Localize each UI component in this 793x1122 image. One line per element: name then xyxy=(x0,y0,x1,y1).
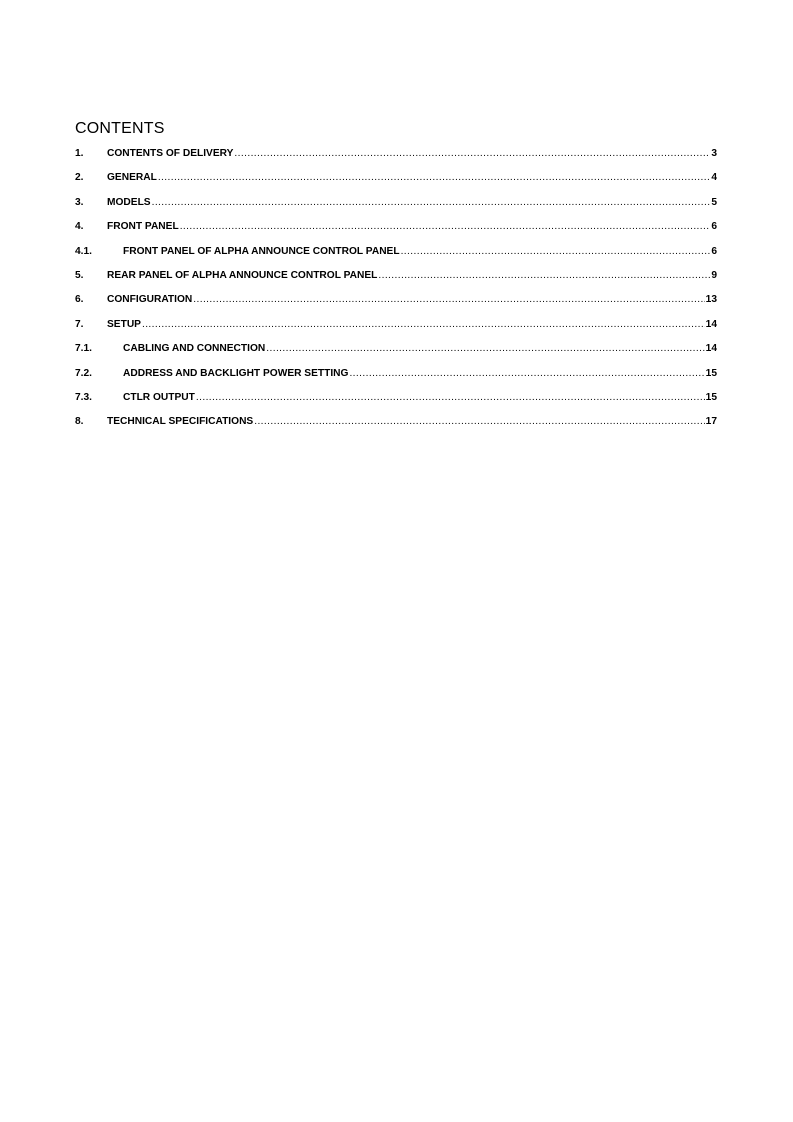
toc-number: 2. xyxy=(75,172,84,184)
toc-number: 7.1. xyxy=(75,343,92,355)
toc-dot-leader xyxy=(142,319,705,330)
toc-number: 4. xyxy=(75,221,84,233)
toc-label: CTLR OUTPUT xyxy=(123,391,195,403)
toc-page-number: 9 xyxy=(711,269,717,281)
toc-entry-front-panel[interactable] xyxy=(75,221,717,245)
toc-number: 7.2. xyxy=(75,367,92,379)
toc-number: 5. xyxy=(75,269,84,281)
toc-entry-setup[interactable] xyxy=(75,319,717,343)
toc-label: MODELS xyxy=(107,196,151,208)
toc-page-number: 6 xyxy=(711,221,717,233)
toc-dot-leader xyxy=(401,246,711,257)
toc-page-number: 15 xyxy=(705,367,717,379)
toc-dot-leader xyxy=(180,221,711,232)
toc-entry-cabling-and-connection[interactable] xyxy=(75,343,717,367)
toc-number: 4.1. xyxy=(75,245,92,257)
toc-label: ADDRESS AND BACKLIGHT POWER SETTING xyxy=(123,367,349,379)
toc-entry-technical-specifications[interactable] xyxy=(75,416,717,440)
toc-label: FRONT PANEL xyxy=(107,221,179,233)
toc-label: CABLING AND CONNECTION xyxy=(123,343,266,355)
toc-entry-ctlr-output[interactable] xyxy=(75,392,717,416)
toc-number: 7.3. xyxy=(75,391,92,403)
toc-dot-leader xyxy=(234,148,710,159)
toc-dot-leader xyxy=(152,197,711,208)
toc-page-number: 5 xyxy=(711,196,717,208)
toc-number: 3. xyxy=(75,196,84,208)
toc-label: CONFIGURATION xyxy=(107,294,193,306)
toc-dot-leader xyxy=(254,416,704,427)
table-of-contents xyxy=(75,148,717,441)
toc-entry-models[interactable] xyxy=(75,197,717,221)
toc-number: 7. xyxy=(75,318,84,330)
toc-dot-leader xyxy=(349,368,704,379)
toc-entry-rear-panel[interactable] xyxy=(75,270,717,294)
toc-page-number: 3 xyxy=(711,148,717,159)
toc-dot-leader xyxy=(378,270,710,281)
page-title: CONTENTS xyxy=(75,120,165,137)
toc-page-number: 6 xyxy=(711,245,717,257)
toc-page-number: 17 xyxy=(705,416,717,428)
toc-dot-leader xyxy=(266,343,704,354)
toc-dot-leader xyxy=(158,172,711,183)
toc-dot-leader xyxy=(196,392,705,403)
toc-entry-front-panel-of-alpha-announce[interactable] xyxy=(75,246,717,270)
toc-page-number: 14 xyxy=(705,343,717,355)
toc-number: 8. xyxy=(75,416,84,428)
toc-page-number: 15 xyxy=(705,391,717,403)
toc-number: 6. xyxy=(75,294,84,306)
toc-page-number: 4 xyxy=(711,172,717,184)
toc-page-number: 13 xyxy=(705,294,717,306)
toc-dot-leader xyxy=(193,294,704,305)
toc-label: REAR PANEL OF ALPHA ANNOUNCE CONTROL PANEL xyxy=(107,269,378,281)
toc-entry-configuration[interactable] xyxy=(75,294,717,318)
toc-number: 1. xyxy=(75,148,84,159)
toc-label: SETUP xyxy=(107,318,141,330)
toc-entry-contents-of-delivery[interactable] xyxy=(75,148,717,172)
toc-page-number: 14 xyxy=(705,318,717,330)
toc-entry-general[interactable] xyxy=(75,172,717,196)
toc-label: CONTENTS OF DELIVERY xyxy=(107,148,234,159)
toc-label: TECHNICAL SPECIFICATIONS xyxy=(107,416,254,428)
toc-label: GENERAL xyxy=(107,172,157,184)
toc-label: FRONT PANEL OF ALPHA ANNOUNCE CONTROL PANEL xyxy=(123,245,400,257)
toc-entry-address-and-backlight[interactable] xyxy=(75,368,717,392)
